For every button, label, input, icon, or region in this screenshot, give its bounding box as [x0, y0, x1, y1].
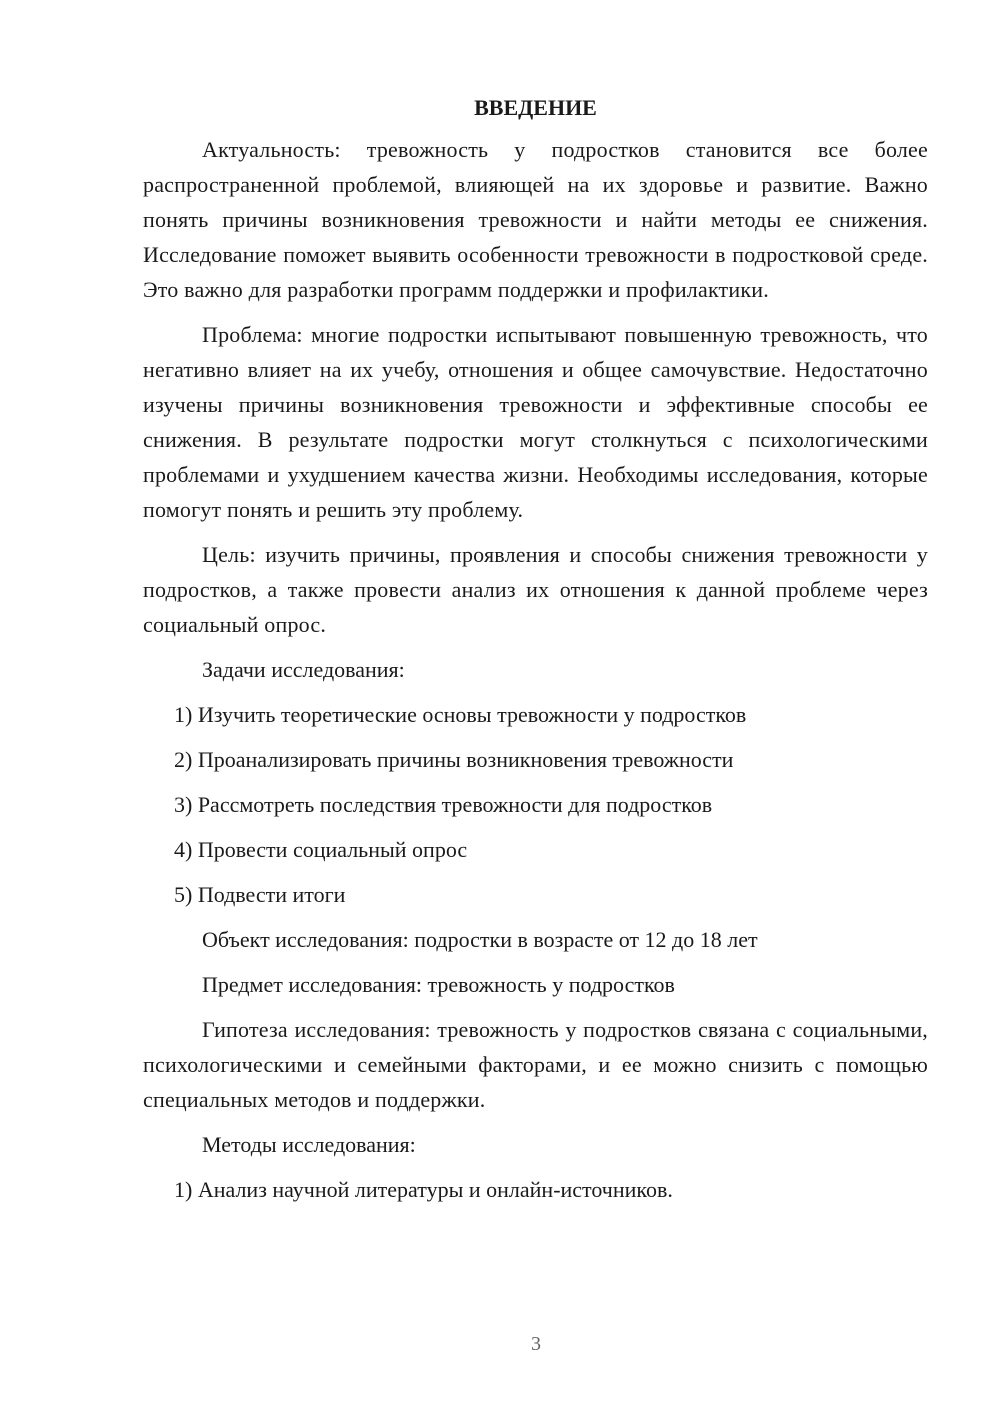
hypothesis-paragraph: Гипотеза исследования: тревожность у подростков связана с социальными, психологическими и семейными факторами, и ее можно снизить с помощью специальных методов и поддержки. — [143, 1017, 928, 1112]
list-item: 1) Изучить теоретические основы тревожности у подростков — [174, 702, 747, 727]
list-item: 4) Провести социальный опрос — [174, 837, 468, 862]
page-content — [143, 90, 928, 1217]
list-item: 1) Анализ научной литературы и онлайн-источников. — [174, 1177, 673, 1202]
problem-paragraph: Проблема: многие подростки испытывают повышенную тревожность, что негативно влияет на их учебу, отношения и общее самочувствие. Недостаточно изучены причины возникновения тревожности и эффективные способы ее снижения. В результате подростки могут столкнуться с психологическими проблемами и ухудшением качества жизни. Необходимы исследования, которые помогут понять и решить эту проблему. — [143, 322, 928, 522]
methods-heading: Методы исследования: — [202, 1132, 416, 1157]
object-paragraph: Объект исследования: подростки в возрасте от 12 до 18 лет — [202, 927, 758, 952]
relevance-paragraph: Актуальность: тревожность у подростков становится все более распространенной проблемой, влияющей на их здоровье и развитие. Важно понять причины возникновения тревожности и найти методы ее снижения. Исследование поможет выявить особенности тревожности в подростковой среде. Это важно для разработки программ поддержки и профилактики. — [143, 137, 928, 302]
list-item: 2) Проанализировать причины возникновения тревожности — [174, 747, 734, 772]
goal-paragraph: Цель: изучить причины, проявления и способы снижения тревожности у подростков, а также провести анализ их отношения к данной проблеме через социальный опрос. — [143, 542, 928, 637]
list-item: 5) Подвести итоги — [174, 882, 346, 907]
page-title: ВВЕДЕНИЕ — [474, 95, 597, 120]
list-item: 3) Рассмотреть последствия тревожности для подростков — [174, 792, 713, 817]
methods-list — [143, 1172, 928, 1207]
page-number: 3 — [531, 1333, 541, 1355]
tasks-heading: Задачи исследования: — [202, 657, 405, 682]
subject-paragraph: Предмет исследования: тревожность у подростков — [202, 972, 675, 997]
tasks-list — [143, 697, 928, 912]
